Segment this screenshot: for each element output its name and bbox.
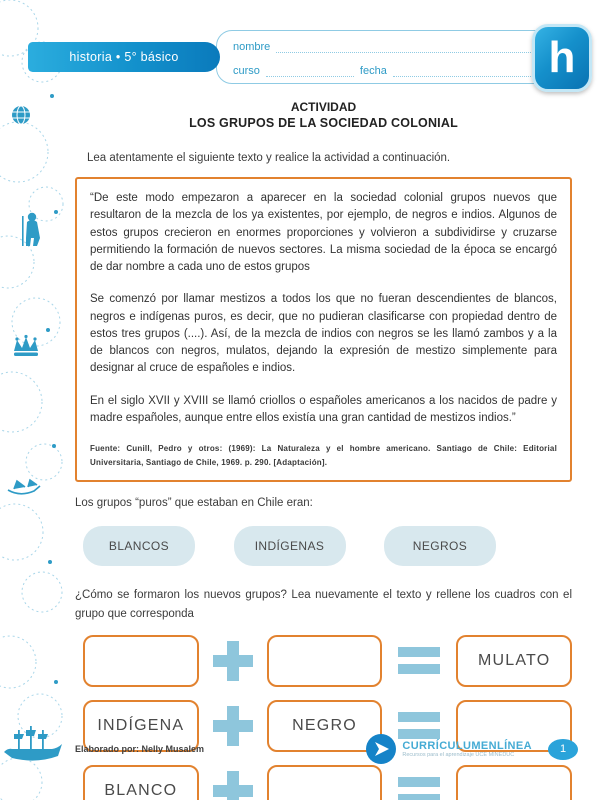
worksheet-body — [75, 100, 572, 800]
instruction-text: Lea atentamente el siguiente texto y realice la actividad a continuación. — [87, 152, 451, 164]
answer-box-empty[interactable] — [456, 765, 572, 800]
pure-groups-prompt: Los grupos “puros” que estaban en Chile eran: — [75, 497, 313, 510]
equals-icon — [398, 647, 440, 674]
reading-passage-box — [75, 177, 572, 482]
page-footer — [75, 734, 578, 764]
equations-area — [75, 635, 572, 800]
source-citation: Fuente: Cunill, Pedro y otros: (1969): La Naturaleza y el hombre americano. Santiago de Chile: Editorial Universitaria, Santiago de Chile, 1969. p. 290. [Adaptación]. — [90, 444, 557, 467]
passage-paragraph: En el siglo XVII y XVIII se llamó criollos o españoles americanos a los nacidos de padre y madre españoles, aunque entre ellos existía una gran cantidad de mestizos indios.” — [90, 394, 557, 424]
explorer-icon — [22, 213, 40, 246]
answer-box-indigena: INDÍGENA — [83, 700, 199, 752]
logo-tagline: Recursos para el aprendizaje UCE MINEDUC — [402, 752, 515, 759]
activity-heading: ACTIVIDAD — [290, 100, 357, 114]
curriculum-en-linea-logo — [366, 734, 532, 764]
sailboat-icon — [8, 480, 40, 494]
brand-logo: h — [532, 24, 592, 92]
answer-box-blanco: BLANCO — [83, 765, 199, 800]
globe-icon — [12, 106, 30, 124]
answer-box-empty[interactable] — [267, 765, 383, 800]
answer-box-empty[interactable] — [83, 635, 199, 687]
passage-paragraph: Se comenzó por llamar mestizos a todos los que no fueran descendientes de blancos, negros e indígenas puros, es decir, que no pudieran clasificarse con propiedad dentro de estos tres grupos (....). Así, de la mezcla de indios con negros se les llamó zambos y a la de blancos con negros, mulatos, dejando la expresión de mestizo simplemente para designar al cruce de españoles e indios. — [90, 293, 557, 375]
passage-paragraph: “De este modo empezaron a aparecer en la sociedad colonial grupos nuevos que resultaron de la mezcla de los ya existentes, por ejemplo, de negros e indios. Algunos de estos grupos crecieron en enormes proporciones y volvieron a subdividirse y cruzarse permitiendo la formación de nuevos sectores. La misma sociedad de la época se encargó de dar nombre a cada uno de estos grupos — [90, 192, 557, 273]
equals-icon — [398, 777, 440, 800]
name-label: nombre — [233, 41, 271, 53]
author-credit: Elaborado por: Nelly Musalem — [75, 744, 205, 754]
decorative-swirls — [0, 0, 70, 800]
student-info-form — [216, 30, 568, 84]
answer-box-negro: NEGRO — [267, 700, 383, 752]
plus-icon — [213, 771, 253, 800]
galleon-icon — [4, 726, 62, 761]
question-text: ¿Cómo se formaron los nuevos grupos? Lea nuevamente el texto y rellene los cuadros con el grupo que corresponda — [75, 589, 572, 620]
group-pill-indigenas: INDÍGENAS — [234, 526, 346, 566]
answer-box-empty[interactable] — [267, 635, 383, 687]
answer-box-mulato: MULATO — [456, 635, 572, 687]
logo-wordmark: CURRÍCULUMENLÍNEA — [402, 739, 532, 752]
course-label: curso — [233, 65, 260, 77]
date-input-line[interactable] — [393, 63, 551, 77]
group-pill-negros: NEGROS — [384, 526, 496, 566]
pure-groups-row — [75, 524, 572, 566]
page-title: LOS GRUPOS DE LA SOCIEDAD COLONIAL — [189, 116, 458, 130]
name-input-line[interactable] — [276, 39, 551, 53]
equation-row-1 — [83, 635, 572, 687]
course-input-line[interactable] — [266, 63, 354, 77]
group-pill-blancos: BLANCOS — [83, 526, 195, 566]
equation-row-3 — [83, 765, 572, 800]
page-number-badge: 1 — [548, 739, 578, 760]
plus-icon — [213, 641, 253, 681]
play-arrow-icon — [366, 734, 396, 764]
course-badge: historia • 5° básico — [28, 42, 220, 72]
date-label: fecha — [359, 65, 387, 77]
crown-icon — [14, 335, 38, 356]
